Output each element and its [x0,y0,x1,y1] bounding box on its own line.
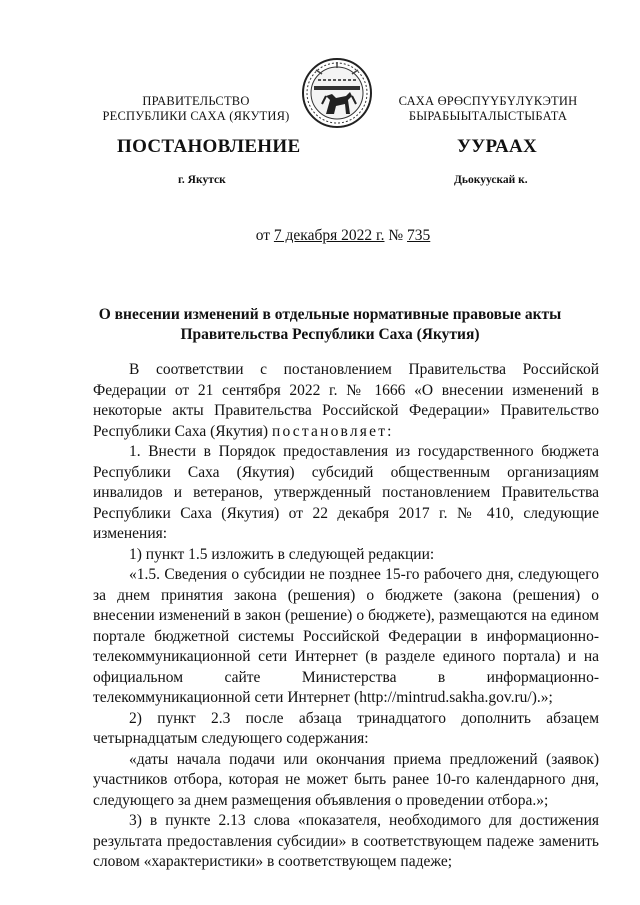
city-sakha: Дьокуускай к. [454,174,528,186]
government-header-ru [96,94,296,124]
document-title [80,305,580,345]
document-date: 7 декабря 2022 г. [273,227,385,244]
city-ru: г. Якутск [178,174,226,186]
title-line2: Правительства Республики Саха (Якутия) [180,326,480,343]
title-line1: О внесении изменений в отдельные нормативные правовые акты [98,306,562,323]
paragraph-preamble [93,360,599,442]
preamble-decree-word: постановляет: [271,422,394,440]
preamble-text: В соответствии с постановлением Правительства Российской Федерации от 21 сентября 2022 г. № 1666 «О внесении изменений в некоторые акты Правительства Российской Федерации» Правительство Республики Саха (Якутия) [93,361,599,440]
doc-type-ru: ПОСТАНОВЛЕНИЕ [117,136,301,157]
doc-type-sakha: УУРААХ [457,136,538,157]
number-prefix: № [384,227,408,244]
paragraph-subitem-3: 3) в пункте 2.13 слова «показателя, необходимого для достижения результата предоставления субсидии» в соответствующем падеже заменить словом «характеристики» в соответствующем падеже; [93,812,599,870]
paragraph-subitem-2: 2) пункт 2.3 после абзаца тринадцатого дополнить абзацем четырнадцатым следующего содержания: [93,709,599,747]
header-right-line2: БЫРАБЫЫТАЛЫСТЫБАТА [408,109,568,123]
coat-of-arms-emblem [300,56,374,130]
date-prefix: от [255,227,274,244]
header-left-line1: ПРАВИТЕЛЬСТВО [142,94,250,108]
paragraph-item-1: 1. Внести в Порядок предоставления из государственного бюджета Республики Саха (Якутия) субсидий общественным организациям инвалидов и ветеранов, утвержденный постановлением Правительства Республики Саха (Якутия) от 22 декабря 2017 г. № 410, следующие изменения: [93,443,599,542]
paragraph-subitem-1: 1) пункт 1.5 изложить в следующей редакции: [129,545,435,563]
header-left-line2: РЕСПУБЛИКИ САХА (ЯКУТИЯ) [102,109,290,123]
paragraph-quote-1-5: «1.5. Сведения о субсидии не позднее 15-го рабочего дня, следующего за днем принятия закона (решения) о бюджете (закона (решения) о внесении изменений в закон (решение) о бюджете), размещаются на едином портале бюджетной системы Российской Федерации в информационно-телекоммуникационной сети Интернет (в разделе единого портала) и на официальном сайте Министерства в информационно-телекоммуникационной сети Интернет (http://mintrud.sakha.gov.ru/).»; [93,566,599,706]
document-body [93,360,599,873]
government-header-sakha [388,94,588,124]
document-date-number [0,227,640,245]
paragraph-quote-dates: «даты начала подачи или окончания приема предложений (заявок) участников отбора, которая не может быть ранее 10-го календарного дня, следующего за днем размещения объявления о проведении отбора.»; [93,750,599,809]
header-right-line1: САХА ӨРӨСПҮҮБҮЛҮКЭТИН [398,94,578,108]
document-number: 735 [407,227,431,244]
